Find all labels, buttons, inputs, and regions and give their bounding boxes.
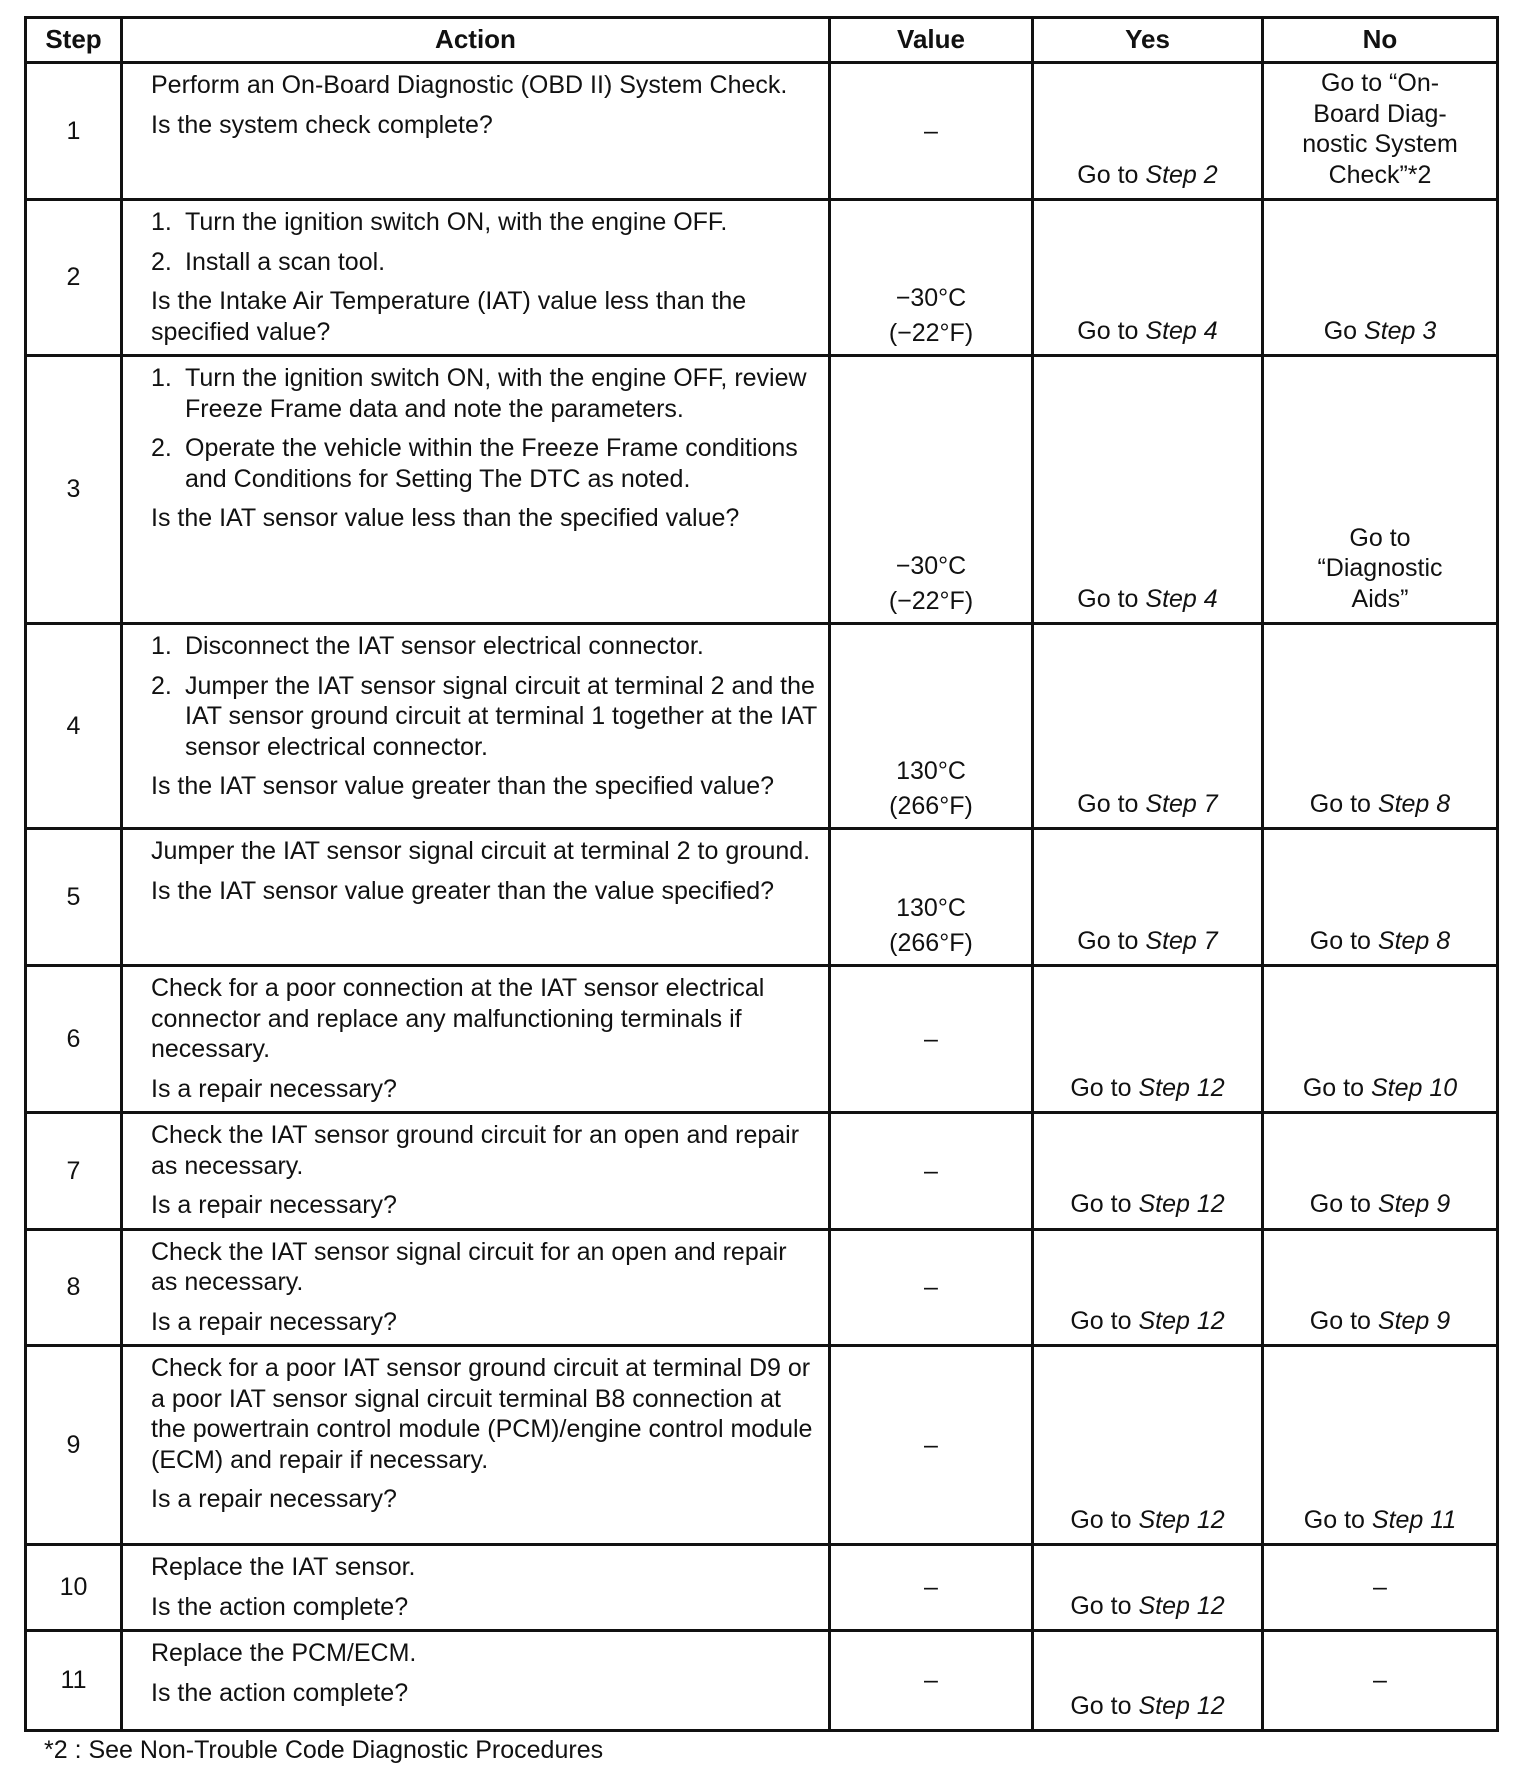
no-prefix: Go <box>1323 316 1358 345</box>
step-number: 6 <box>26 966 122 1113</box>
action-text: Check the IAT sensor ground circuit for an open and repair as necessary. <box>151 1121 800 1180</box>
action-cell <box>122 1229 830 1346</box>
table-row <box>26 356 1498 624</box>
yes-step-ref: Step 4 <box>1145 316 1218 345</box>
value-celsius: −30°C <box>895 284 967 312</box>
action-cell <box>122 200 830 356</box>
header-no: No <box>1263 18 1498 63</box>
step-number: 4 <box>26 624 122 829</box>
action-cell <box>122 356 830 624</box>
value-cell: – <box>830 966 1033 1113</box>
table-row <box>26 1346 1498 1545</box>
value-celsius: 130°C <box>896 757 966 785</box>
step-number: 3 <box>26 356 122 624</box>
action-cell <box>122 829 830 966</box>
yes-prefix: Go to <box>1070 1073 1132 1102</box>
action-question: Is the IAT sensor value greater than the specified value? <box>151 772 775 800</box>
action-text: Perform an On-Board Diagnostic (OBD II) System Check. <box>151 71 788 99</box>
action-text: Replace the PCM/ECM. <box>151 1639 417 1667</box>
value-cell <box>830 624 1033 829</box>
action-question: Is a repair necessary? <box>151 1485 397 1513</box>
yes-step-ref: Step 7 <box>1145 789 1218 818</box>
table-row <box>26 1229 1498 1346</box>
value-fahrenheit: (266°F) <box>889 928 973 957</box>
table-row <box>26 1545 1498 1631</box>
no-cell <box>1263 966 1498 1113</box>
table-row <box>26 200 1498 356</box>
action-cell <box>122 63 830 200</box>
header-step: Step <box>26 18 122 63</box>
yes-prefix: Go to <box>1077 789 1139 818</box>
action-text: Check the IAT sensor signal circuit for an open and repair as necessary. <box>151 1237 787 1296</box>
yes-prefix: Go to <box>1070 1691 1132 1720</box>
no-cell: – <box>1263 1545 1498 1631</box>
table-row <box>26 63 1498 200</box>
action-text: Replace the IAT sensor. <box>151 1553 416 1581</box>
yes-cell <box>1033 966 1263 1113</box>
action-list-item: 1. Turn the ignition switch ON, with the engine OFF, review Freeze Frame data and note the parameters. <box>151 364 807 423</box>
diagnostic-table <box>24 16 1499 1732</box>
action-list-item: 2. Operate the vehicle within the Freeze Frame conditions and Conditions for Setting The DTC as noted. <box>151 434 798 493</box>
value-cell: – <box>830 1346 1033 1545</box>
no-step-ref: Step 9 <box>1377 1190 1451 1218</box>
no-cell <box>1263 1229 1498 1346</box>
table-row <box>26 829 1498 966</box>
yes-step-ref: Step 12 <box>1138 1505 1225 1534</box>
no-step-ref: Step 11 <box>1371 1505 1457 1534</box>
action-list-item: 2. Install a scan tool. <box>151 247 386 276</box>
yes-step-ref: Step 4 <box>1145 584 1218 613</box>
no-prefix: Go to <box>1309 926 1371 955</box>
value-fahrenheit: (−22°F) <box>888 318 974 347</box>
action-question: Is the IAT sensor value less than the specified value? <box>151 504 740 532</box>
step-number: 10 <box>26 1545 122 1631</box>
action-cell <box>122 1346 830 1545</box>
action-text: Jumper the IAT sensor signal circuit at terminal 2 to ground. <box>151 837 811 865</box>
no-cell <box>1263 829 1498 966</box>
yes-cell <box>1033 63 1263 200</box>
action-list-item: 1. Disconnect the IAT sensor electrical connector. <box>151 632 704 660</box>
table-row <box>26 966 1498 1113</box>
footnote: *2 : See Non-Trouble Code Diagnostic Procedures <box>44 1736 604 1764</box>
no-prefix: Go to <box>1309 1306 1371 1335</box>
step-number: 7 <box>26 1113 122 1230</box>
step-number: 11 <box>26 1631 122 1731</box>
value-cell <box>830 829 1033 966</box>
table-row <box>26 1631 1498 1731</box>
action-cell <box>122 1545 830 1631</box>
step-number: 2 <box>26 200 122 356</box>
action-list-item: 2. Jumper the IAT sensor signal circuit at terminal 2 and the IAT sensor ground circuit at terminal 1 together at the IAT sensor electrical connector. <box>151 671 817 761</box>
yes-cell <box>1033 1545 1263 1631</box>
diagnostic-sheet <box>24 16 1496 1765</box>
yes-prefix: Go to <box>1070 1591 1132 1620</box>
no-cell <box>1263 200 1498 356</box>
yes-cell <box>1033 624 1263 829</box>
action-cell <box>122 1113 830 1230</box>
no-step-ref: Step 8 <box>1377 789 1451 818</box>
no-text: Go to “On-Board Diag-nostic System Check”*2 <box>1302 69 1458 189</box>
yes-prefix: Go to <box>1070 1190 1132 1218</box>
no-step-ref: Step 3 <box>1364 316 1437 345</box>
no-step-ref: Step 10 <box>1370 1073 1458 1102</box>
yes-step-ref: Step 12 <box>1138 1306 1225 1335</box>
no-text: Go to “Diagnostic Aids” <box>1317 523 1443 613</box>
header-yes: Yes <box>1033 18 1263 63</box>
value-fahrenheit: (−22°F) <box>888 586 974 615</box>
yes-prefix: Go to <box>1070 1505 1132 1534</box>
yes-step-ref: Step 7 <box>1145 926 1218 955</box>
value-celsius: 130°C <box>896 894 966 922</box>
value-celsius: −30°C <box>895 552 967 580</box>
action-question: Is the IAT sensor value greater than the value specified? <box>151 876 775 905</box>
no-cell <box>1263 1113 1498 1230</box>
table-header-row <box>26 18 1498 63</box>
no-cell <box>1263 624 1498 829</box>
header-action: Action <box>122 18 830 63</box>
action-question: Is the action complete? <box>151 1678 409 1707</box>
no-cell <box>1263 1346 1498 1545</box>
step-number: 1 <box>26 63 122 200</box>
yes-cell <box>1033 200 1263 356</box>
yes-step-ref: Step 2 <box>1145 160 1218 189</box>
yes-prefix: Go to <box>1077 584 1139 613</box>
value-cell <box>830 356 1033 624</box>
no-step-ref: Step 8 <box>1377 926 1451 955</box>
action-list-item: 1. Turn the ignition switch ON, with the engine OFF. <box>151 208 728 236</box>
value-cell: – <box>830 1229 1033 1346</box>
action-question: Is the action complete? <box>151 1592 409 1621</box>
yes-prefix: Go to <box>1077 160 1139 189</box>
yes-cell <box>1033 1631 1263 1731</box>
yes-step-ref: Step 12 <box>1138 1073 1225 1102</box>
action-question: Is a repair necessary? <box>151 1191 397 1219</box>
action-text: Check for a poor connection at the IAT sensor electrical connector and replace any malfunctioning terminals if necessary. <box>151 974 765 1063</box>
yes-prefix: Go to <box>1070 1306 1132 1335</box>
header-value: Value <box>830 18 1033 63</box>
value-cell: – <box>830 1545 1033 1631</box>
action-question: Is the system check complete? <box>151 110 493 139</box>
action-cell <box>122 624 830 829</box>
value-cell: – <box>830 1113 1033 1230</box>
action-question: Is the Intake Air Temperature (IAT) value less than the specified value? <box>151 287 747 346</box>
step-number: 5 <box>26 829 122 966</box>
no-cell: – <box>1263 1631 1498 1731</box>
action-question: Is a repair necessary? <box>151 1307 397 1336</box>
step-number: 8 <box>26 1229 122 1346</box>
action-question: Is a repair necessary? <box>151 1074 397 1103</box>
yes-cell <box>1033 1229 1263 1346</box>
table-row <box>26 624 1498 829</box>
value-cell: – <box>830 63 1033 200</box>
no-prefix: Go to <box>1309 789 1371 818</box>
yes-prefix: Go to <box>1077 316 1139 345</box>
action-cell <box>122 966 830 1113</box>
yes-step-ref: Step 12 <box>1138 1591 1225 1620</box>
action-cell <box>122 1631 830 1731</box>
value-cell <box>830 200 1033 356</box>
yes-cell <box>1033 356 1263 624</box>
no-cell <box>1263 63 1498 200</box>
table-row <box>26 1113 1498 1230</box>
no-prefix: Go to <box>1309 1190 1371 1218</box>
step-number: 9 <box>26 1346 122 1545</box>
yes-step-ref: Step 12 <box>1138 1190 1225 1218</box>
yes-prefix: Go to <box>1077 926 1139 955</box>
no-prefix: Go to <box>1303 1505 1365 1534</box>
yes-cell <box>1033 829 1263 966</box>
no-cell <box>1263 356 1498 624</box>
action-text: Check for a poor IAT sensor ground circuit at terminal D9 or a poor IAT sensor signal circuit terminal B8 connection at the powertrain control module (PCM)/engine control module (ECM) and repair if necessary. <box>151 1354 813 1474</box>
yes-step-ref: Step 12 <box>1138 1691 1225 1720</box>
no-step-ref: Step 9 <box>1377 1306 1451 1335</box>
value-cell: – <box>830 1631 1033 1731</box>
yes-cell <box>1033 1113 1263 1230</box>
value-fahrenheit: (266°F) <box>889 791 973 820</box>
yes-cell <box>1033 1346 1263 1545</box>
no-prefix: Go to <box>1302 1073 1364 1102</box>
